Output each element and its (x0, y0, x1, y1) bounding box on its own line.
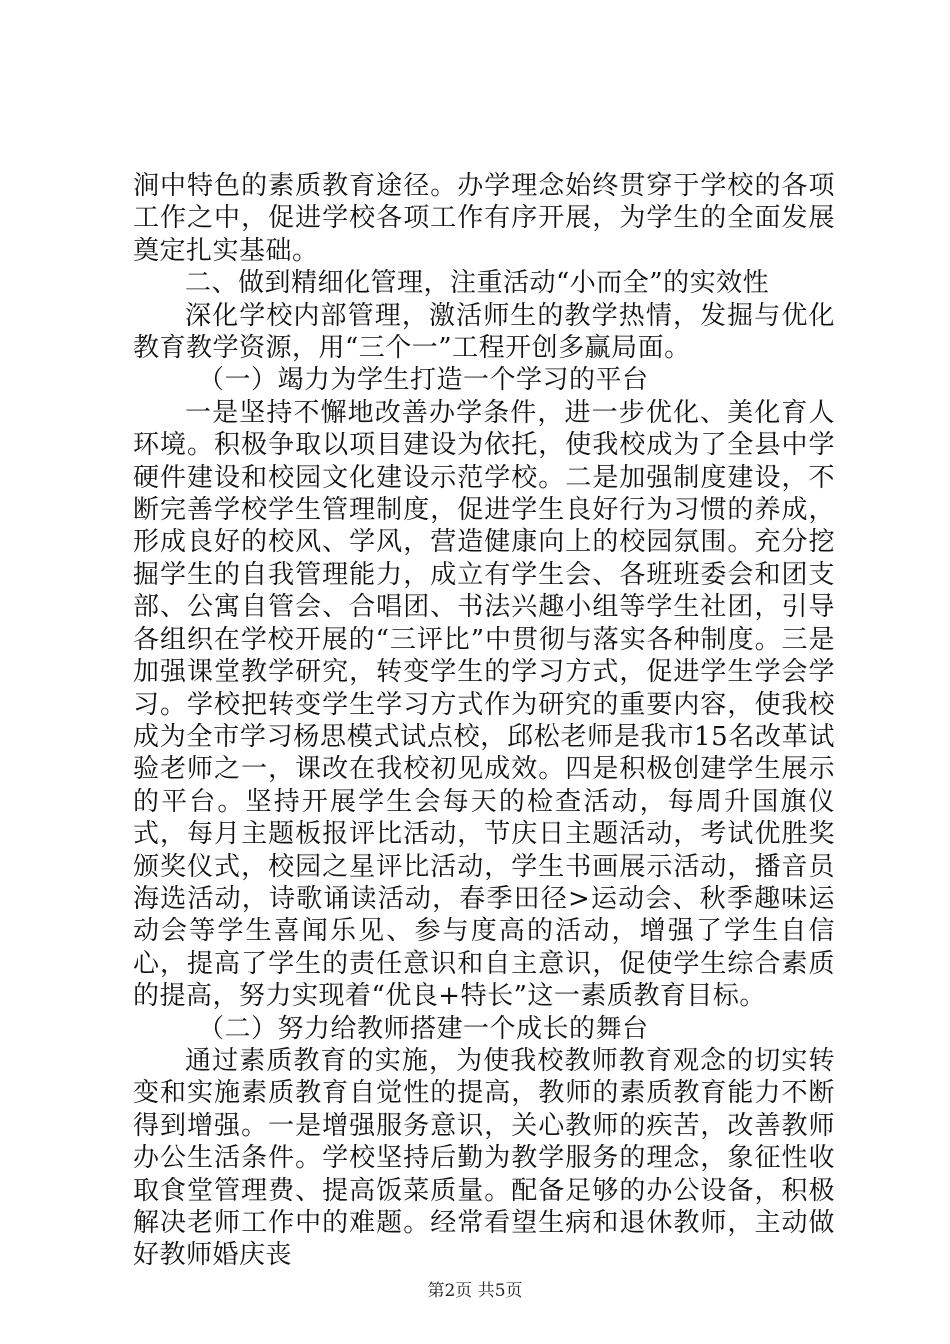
paragraph-students: 一是坚持不懈地改善办学条件，进一步优化、美化育人环境。积极争取以项目建设为依托，使我校成为了全县中学硬件建设和校园文化建设示范学校。二是加强制度建设，不断完善学校学生管理制度，促进学生良好行为习惯的养成，形成良好的校风、学风，营造健康向上的校园氛围。充分挖掘学生的自我管理能力，成立有学生会、各班班委会和团支部、公寓自管会、合唱团、书法兴趣小组等学生社团，引导各组织在学校开展的“三评比”中贯彻与落实各种制度。三是加强课堂教学研究，转变学生的学习方式，促进学生学会学习。学校把转变学生学习方式作为研究的重要内容，使我校成为全市学习杨思模式试点校，邱松老师是我市15名改革试验老师之一，课改在我校初见成效。四是积极创建学生展示的平台。坚持开展学生会每天的检查活动，每周升国旗仪式，每月主题板报评比活动，节庆日主题活动，考试优胜奖颁奖仪式，校园之星评比活动，学生书画展示活动，播音员海选活动，诗歌诵读活动，春季田径>运动会、秋季趣味运动会等学生喜闻乐见、参与度高的活动，增强了学生自信心，提高了学生的责任意识和自主意识，促使学生综合素质的提高，努力实现着“优良+特长”这一素质教育目标。 (133, 397, 835, 1012)
page-number: 第2页 共5页 (427, 1281, 523, 1301)
paragraph-intro: 深化学校内部管理，激活师生的教学热情，发掘与优化教育教学资源，用“三个一”工程开创多赢局面。 (133, 300, 835, 364)
page-footer (0, 1276, 950, 1301)
subsection-heading-2: （二）努力给教师搭建一个成长的舞台 (198, 1013, 649, 1044)
document-body (133, 170, 835, 1272)
section-heading-2: 二、做到精细化管理，注重活动“小而全”的实效性 (185, 268, 770, 299)
paragraph-continuation: 涧中特色的素质教育途径。办学理念始终贯穿于学校的各项工作之中，促进学校各项工作有序开展，为学生的全面发展奠定扎实基础。 (133, 171, 835, 266)
subsection-heading-1: （一）竭力为学生打造一个学习的平台 (198, 365, 649, 396)
paragraph-teachers: 通过素质教育的实施，为使我校教师教育观念的切实转变和实施素质教育自觉性的提高，教师的素质教育能力不断得到增强。一是增强服务意识，关心教师的疾苦，改善教师办公生活条件。学校坚持后勤为教学服务的理念，象征性收取食堂管理费、提高饭菜质量。配备足够的办公设备，积极解决老师工作中的难题。经常看望生病和退休教师，主动做好教师婚庆丧 (133, 1045, 835, 1271)
